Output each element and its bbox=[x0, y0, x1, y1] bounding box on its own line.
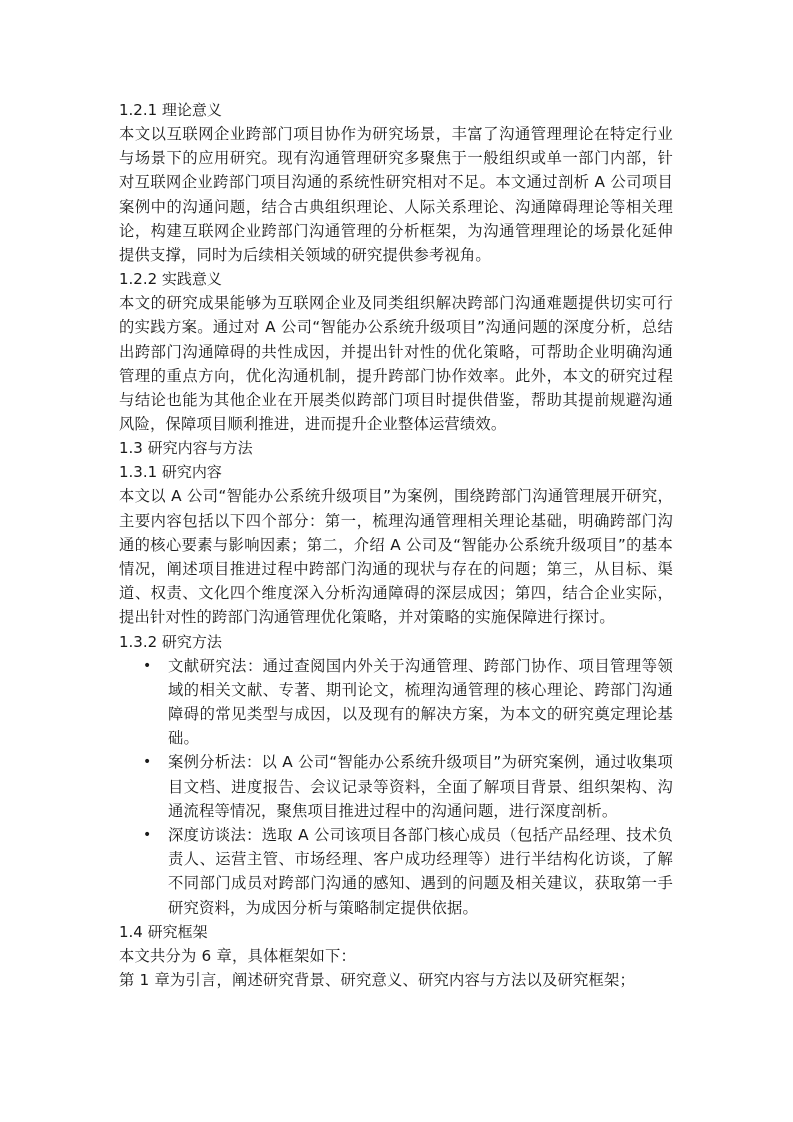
list-item-text: 文献研究法：通过查阅国内外关于沟通管理、跨部门协作、项目管理等领域的相关文献、专著、期刊论文，梳理沟通管理的核心理论、跨部门沟通障碍的常见类型与成因，以及现有的解决方案，为本文的研究奠定理论基础。 bbox=[168, 656, 673, 748]
list-item-text: 案例分析法：以 A 公司“智能办公系统升级项目”为研究案例，通过收集项目文档、进度报告、会议记录等资料，全面了解项目背景、组织架构、沟通流程等情况，聚焦项目推进过程中的沟通问题，进行深度剖析。 bbox=[168, 753, 673, 820]
paragraph-research-content: 本文以 A 公司“智能办公系统升级项目”为案例，围绕跨部门沟通管理展开研究，主要内容包括以下四个部分：第一，梳理沟通管理相关理论基础，明确跨部门沟通的核心要素与影响因素；第二，介绍 A 公司及“智能办公系统升级项目”的基本情况，阐述项目推进过程中跨部门沟通的现状与存在的问题；第三，从目标、渠道、权责、文化四个维度深入分析沟通障碍的深层成因；第四，结合企业实际，提出针对性的跨部门沟通管理优化策略，并对策略的实施保障进行探讨。 bbox=[119, 487, 673, 627]
heading-1-3-1: 1.3.1 研究内容 bbox=[119, 463, 222, 482]
heading-1-3: 1.3 研究内容与方法 bbox=[119, 439, 253, 458]
paragraph-practical-significance: 本文的研究成果能够为互联网企业及同类组织解决跨部门沟通难题提供切实可行的实践方案。通过对 A 公司“智能办公系统升级项目”沟通问题的深度分析，总结出跨部门沟通障碍的共性成因，并提出针对性的优化策略，可帮助企业明确沟通管理的重点方向，优化沟通机制，提升跨部门协作效率。此外，本文的研究过程与结论也能为其他企业在开展类似跨部门项目时提供借鉴，帮助其提前规避沟通风险，保障项目顺利推进，进而提升企业整体运营绩效。 bbox=[119, 294, 673, 434]
list-item-in-depth-interview bbox=[119, 823, 673, 920]
bullet-icon: • bbox=[143, 657, 152, 674]
heading-1-2-1: 1.2.1 理论意义 bbox=[119, 101, 222, 119]
bullet-icon: • bbox=[143, 754, 152, 771]
list-item-case-analysis bbox=[119, 750, 673, 823]
framework-intro: 本文共分为 6 章，具体框架如下： bbox=[119, 946, 357, 965]
document-page bbox=[119, 98, 673, 992]
list-item-literature-research bbox=[119, 654, 673, 751]
framework-chapter-1: 第 1 章为引言，阐述研究背景、研究意义、研究内容与方法以及研究框架； bbox=[119, 971, 635, 990]
bullet-icon: • bbox=[143, 827, 152, 844]
heading-1-4: 1.4 研究框架 bbox=[119, 922, 208, 941]
paragraph-theoretical-significance: 本文以互联网企业跨部门项目协作为研究场景，丰富了沟通管理理论在特定行业与场景下的应用研究。现有沟通管理研究多聚焦于一般组织或单一部门内部，针对互联网企业跨部门项目沟通的系统性研究相对不足。本文通过剖析 A 公司项目案例中的沟通问题，结合古典组织理论、人际关系理论、沟通障碍理论等相关理论，构建互联网企业跨部门沟通管理的分析框架，为沟通管理理论的场景化延伸提供支撑，同时为后续相关领域的研究提供参考视角。 bbox=[119, 125, 673, 265]
heading-1-3-2: 1.3.2 研究方法 bbox=[119, 632, 222, 651]
research-methods-list bbox=[119, 654, 673, 920]
list-item-text: 深度访谈法：选取 A 公司该项目各部门核心成员（包括产品经理、技术负责人、运营主管、市场经理、客户成功经理等）进行半结构化访谈，了解不同部门成员对跨部门沟通的感知、遇到的问题及相关建议，获取第一手研究资料，为成因分析与策略制定提供依据。 bbox=[168, 826, 673, 917]
heading-1-2-2: 1.2.2 实践意义 bbox=[119, 270, 222, 289]
